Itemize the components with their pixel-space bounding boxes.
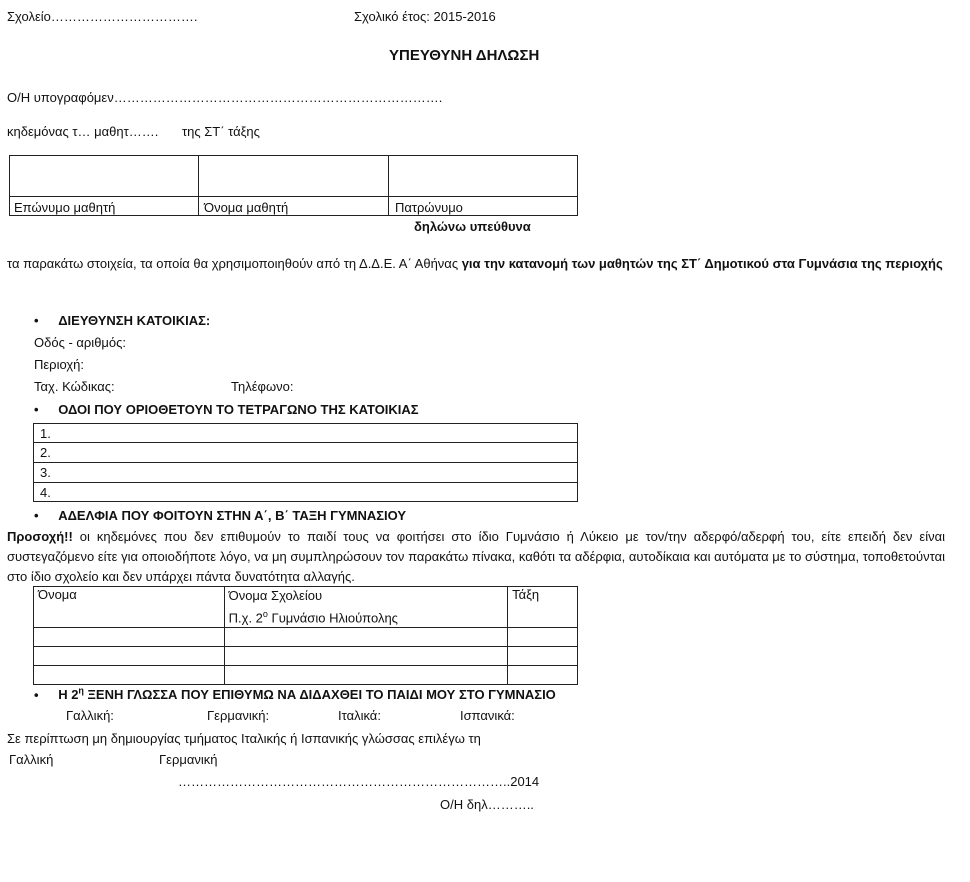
name-label: Όνομα μαθητή	[204, 200, 289, 215]
table-row	[34, 666, 578, 685]
sibling-class-cell[interactable]	[508, 647, 578, 666]
example-post: Γυμνάσιο Ηλιούπολης	[267, 610, 398, 626]
col-class-label: Τάξη	[512, 587, 540, 602]
surname-label: Επώνυμο μαθητή	[14, 200, 116, 215]
sibling-class-cell[interactable]	[508, 666, 578, 685]
example-sup: ο	[262, 609, 268, 619]
language-heading-text	[58, 687, 556, 702]
signature-line: Ο/Η δηλ………..	[440, 797, 534, 812]
streets-heading-text: ΟΔΟΙ ΠΟΥ ΟΡΙΟΘΕΤΟΥΝ ΤΟ ΤΕΤΡΑΓΩΝΟ ΤΗΣ ΚΑΤΟΙΚΙΑΣ	[58, 402, 419, 417]
fallback-french: Γαλλική	[9, 752, 54, 767]
guardian-student: κηδεμόνας τ… μαθητ…….	[7, 124, 159, 139]
attention-label: Προσοχή!!	[7, 529, 73, 544]
heading-sup: η	[78, 686, 84, 696]
signer-line: Ο/Η υπογραφόμεν………………………………………………………………….	[7, 90, 443, 105]
intro-bold: για την κατανομή των μαθητών της ΣΤ΄ Δημοτικού στα Γυμνάσια της περιοχής	[461, 256, 943, 271]
bullet-icon: •	[34, 687, 39, 703]
sibling-school-cell[interactable]	[224, 666, 507, 685]
street-row[interactable]	[33, 442, 578, 463]
col-school-example	[229, 605, 503, 627]
heading-pre: Η 2	[58, 687, 79, 703]
address-heading-text: ΔΙΕΥΘΥΝΣΗ ΚΑΤΟΙΚΙΑΣ:	[58, 313, 211, 328]
sibling-school-cell[interactable]	[224, 628, 507, 647]
postal-label: Ταχ. Κώδικας:	[34, 379, 115, 394]
phone-label: Τηλέφωνο:	[231, 379, 294, 394]
bullet-icon: •	[34, 508, 39, 523]
street-row-number: 1.	[40, 426, 51, 441]
attention-text: οι κηδεμόνες που δεν επιθυμούν το παιδί τους να φοιτήσει στο ίδιο Γυμνάσιο ή Λύκειο με τον/την αδερφό/αδερφή του, είτε επειδή δεν είναι συστεγαζόμενο είτε για οποιοδήποτε λόγο, να μη συμπληρώσουν τον παρακάτω πίνακα, καθότι τα αδέρφια, αυτοδίκαια και αυτόματα με το σύστημα, τοποθετούνται στο ίδιο σχολείο και δεν υπάρχει πάντα δυνατότητα αλλαγής.	[7, 529, 945, 584]
col-name-label: Όνομα	[38, 587, 77, 602]
intro-paragraph	[7, 254, 945, 274]
table-divider	[9, 196, 578, 197]
bullet-icon: •	[34, 313, 39, 328]
siblings-heading-text: ΑΔΕΛΦΙΑ ΠΟΥ ΦΟΙΤΟΥΝ ΣΤΗΝ Α΄, Β΄ ΤΑΞΗ ΓΥΜΝΑΣΙΟΥ	[58, 508, 407, 523]
table-row	[34, 647, 578, 666]
example-pre: Π.χ. 2	[228, 610, 263, 626]
fallback-german: Γερμανική	[159, 752, 218, 767]
option-spanish: Ισπανικά:	[460, 708, 515, 723]
col-class-header	[508, 587, 578, 628]
street-row[interactable]	[33, 462, 578, 483]
street-row-number: 3.	[40, 465, 51, 480]
street-row-number: 2.	[40, 445, 51, 460]
declare-text: δηλώνω υπεύθυνα	[414, 219, 531, 234]
streets-heading	[34, 402, 419, 417]
intro-normal: τα παρακάτω στοιχεία, τα οποία θα χρησιμοποιηθούν από τη Δ.Δ.Ε. Α΄ Αθήνας	[7, 256, 462, 271]
school-field: Σχολείο…………………………….	[7, 9, 198, 24]
street-row-number: 4.	[40, 485, 51, 500]
sibling-name-cell[interactable]	[34, 647, 225, 666]
col-school-header	[224, 587, 507, 628]
guardian-line	[7, 124, 260, 139]
option-italian: Ιταλικά:	[338, 708, 381, 723]
school-year: Σχολικό έτος: 2015-2016	[354, 9, 496, 24]
document-title: ΥΠΕΥΘΥΝΗ ΔΗΛΩΣΗ	[389, 47, 540, 64]
date-line: …………………………………………………………………..2014	[178, 774, 540, 789]
sibling-school-cell[interactable]	[224, 647, 507, 666]
street-label: Οδός - αριθμός:	[34, 335, 127, 350]
siblings-heading	[34, 508, 406, 523]
fallback-text: Σε περίπτωση μη δημιουργίας τμήματος Ιταλικής ή Ισπανικής γλώσσας επιλέγω τη	[7, 731, 481, 746]
language-heading	[34, 686, 556, 702]
col-school-label: Όνομα Σχολείου	[228, 588, 323, 603]
siblings-table	[33, 586, 578, 685]
table-row	[34, 628, 578, 647]
col-name-header	[34, 587, 225, 628]
siblings-note	[7, 527, 945, 587]
guardian-class: της ΣΤ΄ τάξης	[181, 124, 260, 139]
area-label: Περιοχή:	[34, 357, 85, 372]
patronymic-label: Πατρώνυμο	[395, 200, 463, 215]
sibling-name-cell[interactable]	[34, 666, 225, 685]
sibling-name-cell[interactable]	[34, 628, 225, 647]
option-french: Γαλλική:	[66, 708, 114, 723]
street-row[interactable]	[33, 482, 578, 502]
bullet-icon: •	[34, 402, 39, 417]
address-heading	[34, 313, 210, 328]
option-german: Γερμανική:	[207, 708, 270, 723]
sibling-class-cell[interactable]	[508, 628, 578, 647]
heading-post: ΞΕΝΗ ΓΛΩΣΣΑ ΠΟΥ ΕΠΙΘΥΜΩ ΝΑ ΔΙΔΑΧΘΕΙ ΤΟ ΠΑΙΔΙ ΜΟΥ ΣΤΟ ΓΥΜΝΑΣΙΟ	[83, 687, 556, 703]
street-row[interactable]	[33, 423, 578, 443]
